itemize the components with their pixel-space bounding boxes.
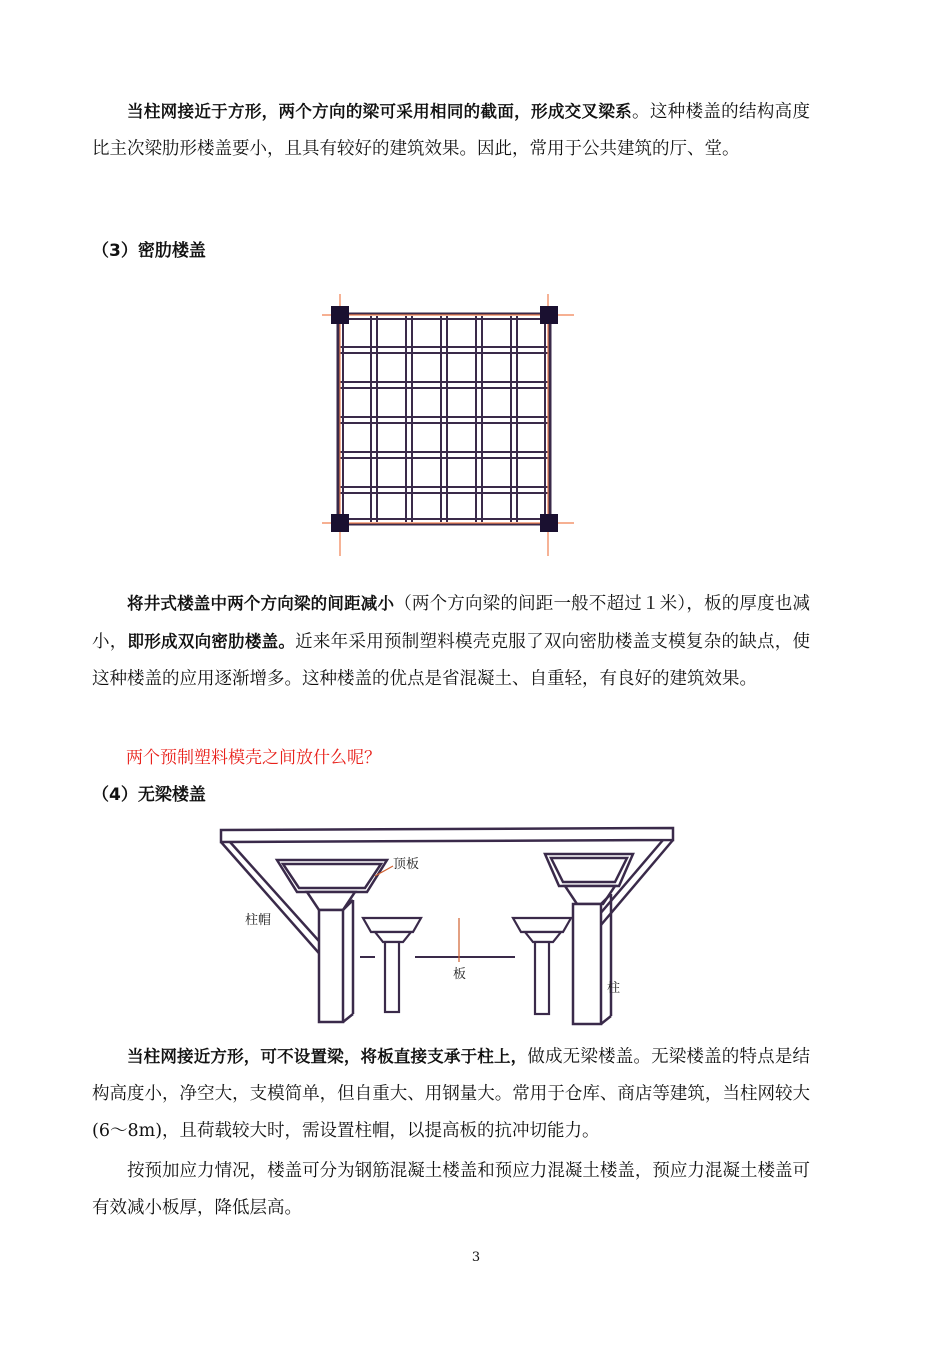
paragraph-cross-beam	[92, 93, 810, 168]
paragraph-flat-slab	[92, 1038, 810, 1150]
bold-text: 当柱网接近方形，可不设置梁，将板直接支承于柱上，	[127, 1047, 528, 1066]
body-text: 做成无梁楼盖。无梁楼盖的特点是结构高度小，净空大，支模简单，但自重大、用钢量大。常用于仓库、商店等建筑，当柱网较大(6～8m)，且荷载较大时，需设置柱帽，以提高板的抗冲切能力。	[92, 1047, 811, 1141]
bold-text: 即形成双向密肋楼盖。	[127, 632, 296, 651]
paragraph-ribbed-floor	[92, 585, 810, 698]
body-text: （两个方向梁的间距一般不超过１米），板的厚度也减小，	[92, 594, 811, 652]
body-text: 近来年采用预制塑料模壳克服了双向密肋楼盖支模复杂的缺点，使这种楼盖的应用逐渐增多。这种楼盖的优点是省混凝土、自重轻，有良好的建筑效果。	[92, 632, 811, 689]
column-squares	[331, 306, 558, 532]
left-large-column	[277, 860, 387, 1022]
bold-text: 当柱网接近于方形，两个方向的梁可采用相同的截面，形成交叉梁系	[127, 102, 632, 121]
capital-label: 柱帽	[245, 913, 272, 928]
page-number: 3	[471, 1250, 481, 1265]
left-small-column	[363, 918, 421, 1012]
rib-grid	[340, 316, 548, 522]
ribbed-floor-plan-figure	[318, 294, 578, 560]
body-text: 。这种楼盖的结构高度比主次梁肋形楼盖要小，且具有较好的建筑效果。因此，常用于公共建筑的厅、堂。	[92, 102, 810, 159]
slab-label: 板	[453, 967, 467, 982]
top-plate-label: 顶板	[393, 857, 420, 872]
paragraph-prestress: 按预加应力情况，楼盖可分为钢筋混凝土楼盖和预应力混凝土楼盖，预应力混凝土楼盖可有效减小板厚，降低层高。	[92, 1161, 810, 1218]
section-heading-ribbed-floor: （3）密肋楼盖	[92, 241, 206, 261]
flat-slab-figure	[215, 822, 680, 1032]
section-heading-flat-slab: （4）无梁楼盖	[92, 785, 206, 805]
right-large-column	[545, 854, 633, 1024]
bold-text: 将井式楼盖中两个方向梁的间距减小	[127, 594, 395, 613]
question-text: 两个预制塑料模壳之间放什么呢？	[126, 748, 381, 768]
right-small-column	[513, 918, 571, 1014]
column-label: 柱	[607, 981, 621, 996]
